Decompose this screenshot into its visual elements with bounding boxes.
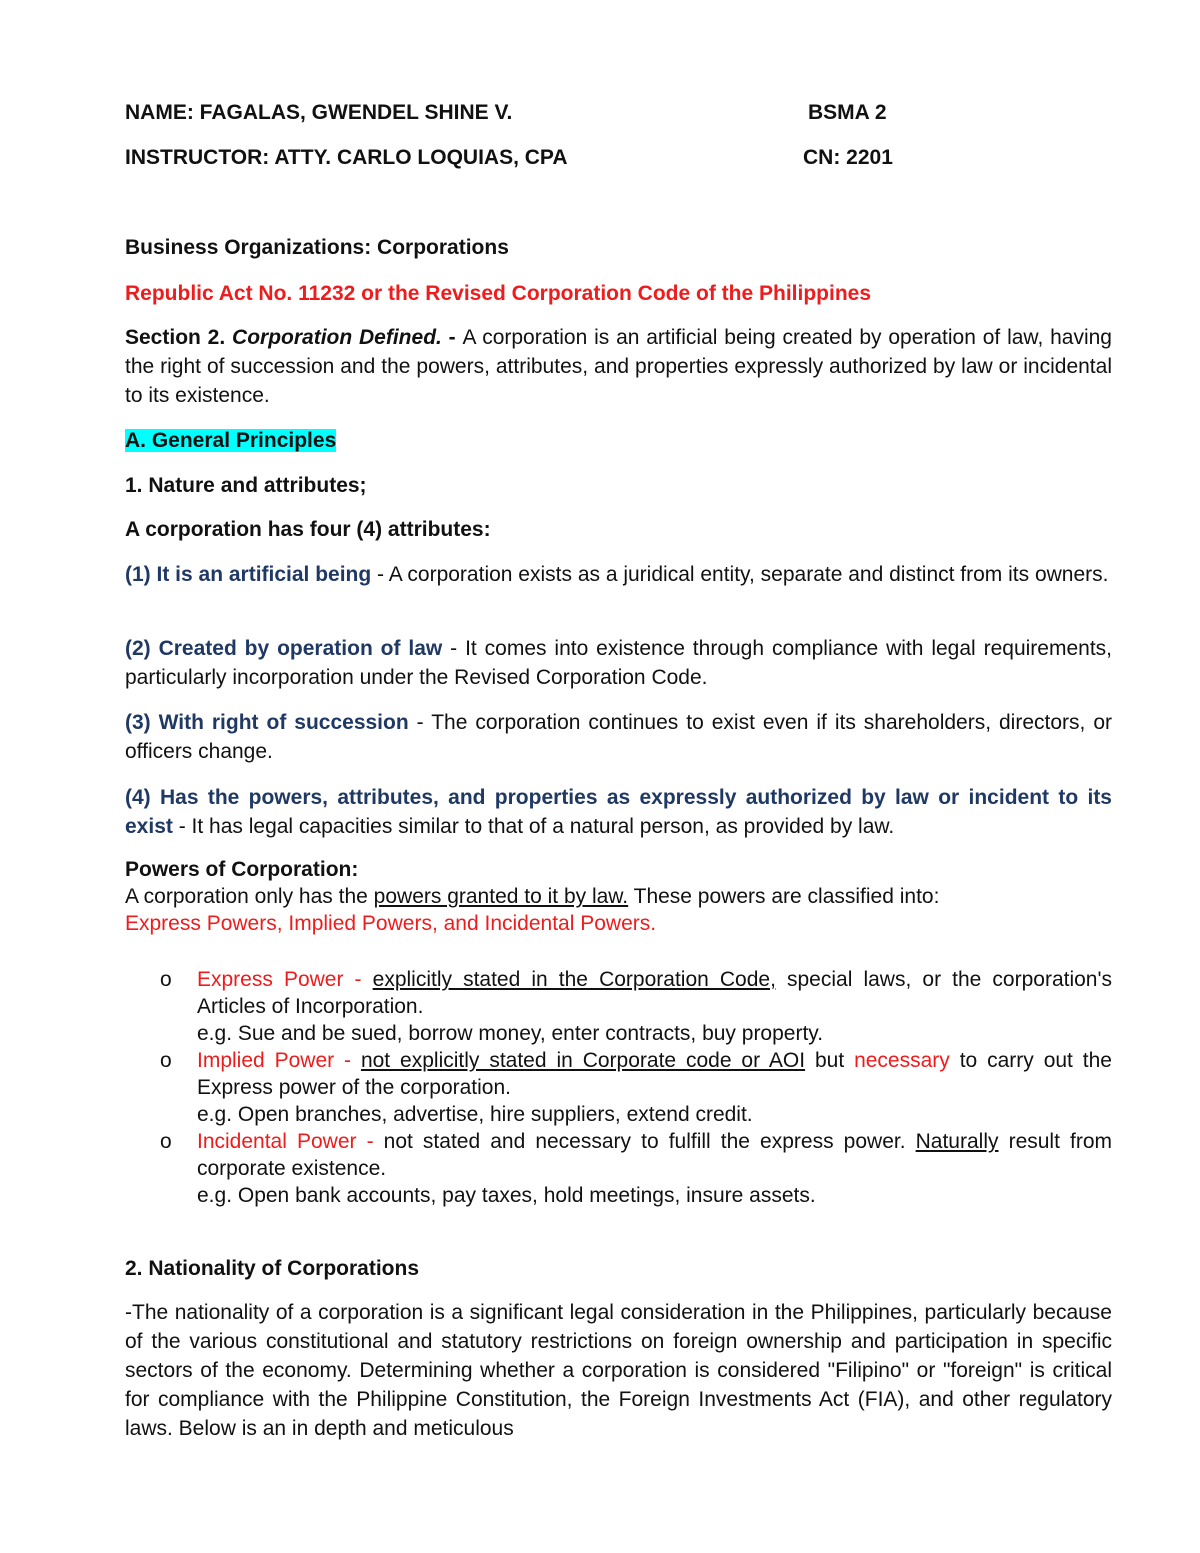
power-name: Incidental Power - — [197, 1130, 384, 1153]
section-title: Corporation Defined. — [232, 326, 442, 349]
powers-intro-start: A corporation only has the — [125, 885, 374, 908]
power-name: Implied Power - — [197, 1049, 361, 1072]
power-text: but — [805, 1049, 855, 1072]
list-item — [160, 966, 1112, 1047]
law-title: Republic Act No. 11232 or the Revised Corporation Code of the Philippines — [125, 282, 872, 305]
attribute-text: - It comes into existence through compliance with legal requirements, particularly incorporation under the Revised Corporation Code. — [125, 637, 1112, 689]
bullet-icon: o — [160, 1049, 172, 1072]
list-item — [160, 1128, 1112, 1209]
powers-section — [125, 856, 1112, 937]
attribute-text: - A corporation exists as a juridical entity, separate and distinct from its owners. — [371, 563, 1109, 586]
section-2-paragraph — [125, 323, 1112, 410]
instructor: INSTRUCTOR: ATTY. CARLO LOQUIAS, CPA — [125, 146, 568, 169]
section-label: Section 2. — [125, 326, 226, 349]
power-underlined: Naturally — [915, 1130, 999, 1153]
powers-heading: Powers of Corporation: — [125, 858, 359, 881]
attribute-text: - It has legal capacities similar to that of a natural person, as provided by law. — [172, 815, 895, 838]
topic-heading: Business Organizations: Corporations — [125, 236, 509, 259]
attribute-text: - The corporation continues to exist even if its shareholders, directors, or officers change. — [125, 711, 1112, 763]
attributes-heading: A corporation has four (4) attributes: — [125, 518, 491, 541]
nationality-heading: 2. Nationality of Corporations — [125, 1257, 420, 1280]
powers-intro-end: These powers are classified into: — [628, 885, 940, 908]
bullet-icon: o — [160, 1130, 172, 1153]
student-name: NAME: FAGALAS, GWENDEL SHINE V. — [125, 101, 513, 124]
powers-intro-underlined: powers granted to it by law. — [373, 885, 629, 908]
bullet-icon: o — [160, 968, 172, 991]
power-example: e.g. Open branches, advertise, hire suppliers, extend credit. — [197, 1103, 753, 1126]
attribute-item — [125, 634, 1112, 692]
power-text: result from corporate existence. — [197, 1130, 1113, 1180]
attribute-item — [125, 560, 1112, 589]
attribute-item — [125, 708, 1112, 766]
powers-classes: Express Powers, Implied Powers, and Incidental Powers. — [125, 912, 657, 935]
general-principles-heading — [125, 426, 1112, 455]
power-name: Express Power - — [197, 968, 373, 991]
powers-intro — [125, 883, 1112, 910]
nature-heading: 1. Nature and attributes; — [125, 474, 367, 497]
powers-list — [160, 966, 1112, 1209]
power-example: e.g. Open bank accounts, pay taxes, hold meetings, insure assets. — [197, 1184, 816, 1207]
nationality-paragraph: -The nationality of a corporation is a significant legal consideration in the Philippines, particularly because of the various constitutional and statutory restrictions on foreign ownership and participation in specific sectors of the economy. Determining whether a corporation is considered "Filipino" or "foreign" is critical for compliance with the Philippine Constitution, the Foreign Investments Act (FIA), and other regulatory laws. Below is an in depth and meticulous — [125, 1301, 1112, 1440]
section-dash: - — [441, 326, 463, 349]
attribute-label: (3) With right of succession — [125, 711, 409, 734]
attribute-item — [125, 783, 1112, 841]
class-number: CN: 2201 — [803, 146, 893, 169]
list-item — [160, 1047, 1112, 1128]
power-emphasis: necessary — [854, 1049, 950, 1072]
attribute-label: (4) Has the powers, attributes, and properties as expressly authorized by law or incident to its exist — [125, 786, 1112, 838]
power-text: special laws, or the corporation's Articles of Incorporation. — [197, 968, 1112, 1018]
section-text: A corporation is an artificial being created by operation of law, having the right of succession and the powers, attributes, and properties expressly authorized by law or incidental to its existence. — [125, 326, 1112, 407]
program: BSMA 2 — [808, 101, 887, 124]
attribute-label: (1) It is an artificial being — [125, 563, 372, 586]
power-text-end: to carry out the Express power of the corporation. — [197, 1049, 1112, 1099]
power-underlined: not explicitly stated in Corporate code or AOI — [360, 1049, 806, 1072]
attribute-label: (2) Created by operation of law — [125, 637, 443, 660]
power-underlined: explicitly stated in the Corporation Code, — [372, 968, 776, 991]
power-example: e.g. Sue and be sued, borrow money, enter contracts, buy property. — [197, 1022, 824, 1045]
power-text-start: not stated and necessary to fulfill the express power. — [383, 1130, 916, 1153]
general-principles-label: A. General Principles — [125, 429, 337, 452]
